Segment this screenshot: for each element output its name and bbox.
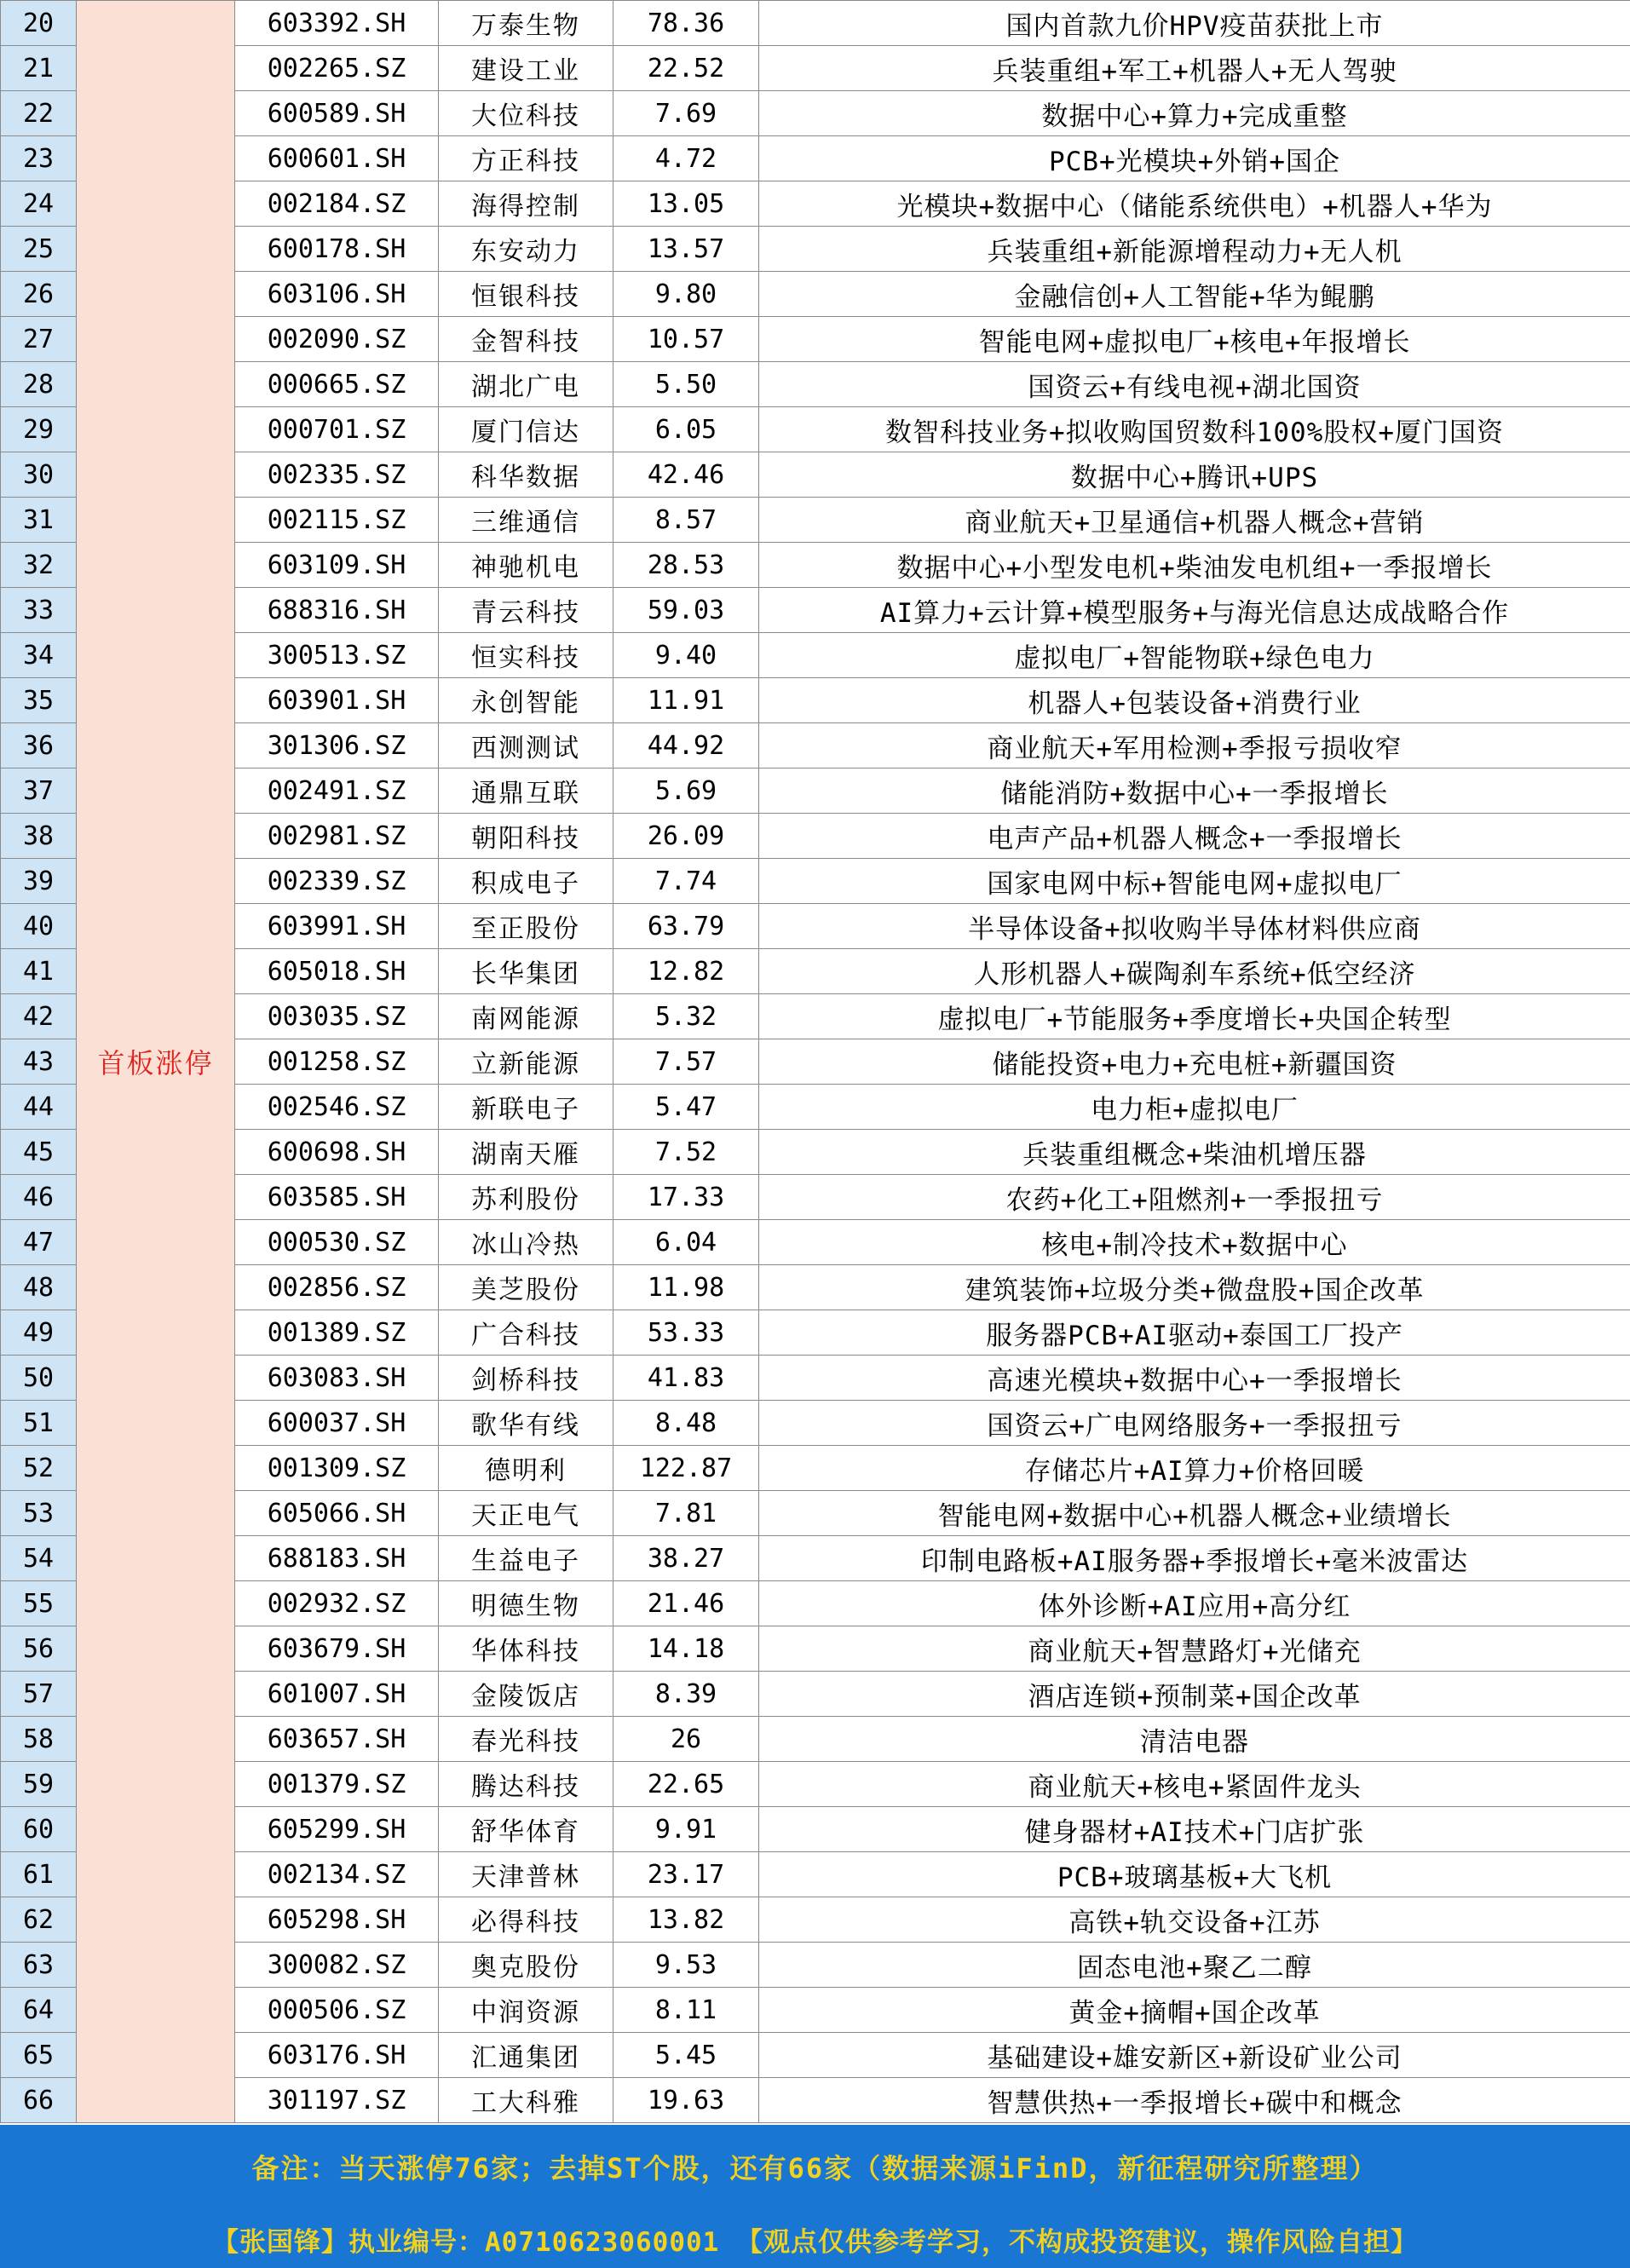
stock-name-cell: 中润资源 — [439, 1988, 613, 2033]
price-cell: 7.57 — [613, 1039, 759, 1085]
table-row — [1, 814, 1630, 859]
stock-code-cell: 605299.SH — [235, 1807, 439, 1852]
row-number-cell: 60 — [1, 1807, 77, 1852]
stock-code-cell: 003035.SZ — [235, 994, 439, 1039]
row-number-cell: 41 — [1, 949, 77, 994]
theme-cell: 兵装重组+军工+机器人+无人驾驶 — [759, 46, 1630, 91]
price-cell: 10.57 — [613, 317, 759, 362]
price-cell: 13.05 — [613, 181, 759, 227]
table-row — [1, 1581, 1630, 1626]
stock-code-cell: 301306.SZ — [235, 723, 439, 768]
table-row — [1, 543, 1630, 588]
stock-name-cell: 青云科技 — [439, 588, 613, 633]
stock-code-cell: 000506.SZ — [235, 1988, 439, 2033]
price-cell: 7.74 — [613, 859, 759, 904]
stock-name-cell: 天正电气 — [439, 1491, 613, 1536]
stock-name-cell: 科华数据 — [439, 452, 613, 498]
row-number-cell: 27 — [1, 317, 77, 362]
price-cell: 22.65 — [613, 1762, 759, 1807]
price-cell: 5.69 — [613, 768, 759, 814]
row-number-cell: 61 — [1, 1852, 77, 1897]
stock-code-cell: 002134.SZ — [235, 1852, 439, 1897]
footer-author-disclaimer: 【张国锋】执业编号：A0710623060001 【观点仅供参考学习，不构成投资建议，操作风险自担】 — [212, 2227, 1418, 2258]
table-row — [1, 1943, 1630, 1988]
stock-code-cell: 603991.SH — [235, 904, 439, 949]
price-cell: 23.17 — [613, 1852, 759, 1897]
stock-name-cell: 明德生物 — [439, 1581, 613, 1626]
stock-code-cell: 000665.SZ — [235, 362, 439, 407]
stock-code-cell: 600178.SH — [235, 227, 439, 272]
price-cell: 9.91 — [613, 1807, 759, 1852]
row-number-cell: 53 — [1, 1491, 77, 1536]
theme-cell: 半导体设备+拟收购半导体材料供应商 — [759, 904, 1630, 949]
row-number-cell: 58 — [1, 1717, 77, 1762]
table-row — [1, 2033, 1630, 2078]
stock-code-cell: 002856.SZ — [235, 1265, 439, 1310]
stock-name-cell: 海得控制 — [439, 181, 613, 227]
table-row — [1, 1852, 1630, 1897]
price-cell: 5.32 — [613, 994, 759, 1039]
stock-name-cell: 厦门信达 — [439, 407, 613, 452]
table-row — [1, 1491, 1630, 1536]
theme-cell: 智能电网+数据中心+机器人概念+业绩增长 — [759, 1491, 1630, 1536]
table-row — [1, 1356, 1630, 1401]
stock-name-cell: 建设工业 — [439, 46, 613, 91]
stock-code-cell: 603106.SH — [235, 272, 439, 317]
row-number-cell: 64 — [1, 1988, 77, 2033]
table-body — [1, 1, 1630, 2123]
row-number-cell: 43 — [1, 1039, 77, 1085]
stock-code-cell: 001389.SZ — [235, 1310, 439, 1356]
table-row — [1, 362, 1630, 407]
theme-cell: 黄金+摘帽+国企改革 — [759, 1988, 1630, 2033]
stock-name-cell: 湖北广电 — [439, 362, 613, 407]
footer-note: 备注：当天涨停76家；去掉ST个股，还有66家（数据来源iFinD，新征程研究所整理） — [251, 2152, 1379, 2185]
theme-cell: 数据中心+算力+完成重整 — [759, 91, 1630, 136]
table-row — [1, 1310, 1630, 1356]
footer-banner — [0, 2125, 1630, 2268]
stock-name-cell: 汇通集团 — [439, 2033, 613, 2078]
row-number-cell: 51 — [1, 1401, 77, 1446]
stock-name-cell: 华体科技 — [439, 1626, 613, 1672]
table-row — [1, 498, 1630, 543]
stock-code-cell: 300082.SZ — [235, 1943, 439, 1988]
price-cell: 5.50 — [613, 362, 759, 407]
theme-cell: 高速光模块+数据中心+一季报增长 — [759, 1356, 1630, 1401]
stock-name-cell: 腾达科技 — [439, 1762, 613, 1807]
row-number-cell: 35 — [1, 678, 77, 723]
stock-code-cell: 600589.SH — [235, 91, 439, 136]
stock-code-cell: 000530.SZ — [235, 1220, 439, 1265]
stock-name-cell: 天津普林 — [439, 1852, 613, 1897]
stock-name-cell: 至正股份 — [439, 904, 613, 949]
table-row — [1, 859, 1630, 904]
row-number-cell: 39 — [1, 859, 77, 904]
theme-cell: 光模块+数据中心（储能系统供电）+机器人+华为 — [759, 181, 1630, 227]
theme-cell: PCB+光模块+外销+国企 — [759, 136, 1630, 181]
stock-code-cell: 002184.SZ — [235, 181, 439, 227]
table-row — [1, 1130, 1630, 1175]
table-row — [1, 1672, 1630, 1717]
row-number-cell: 28 — [1, 362, 77, 407]
stock-name-cell: 积成电子 — [439, 859, 613, 904]
price-cell: 19.63 — [613, 2078, 759, 2123]
theme-cell: 国资云+有线电视+湖北国资 — [759, 362, 1630, 407]
stock-code-cell: 688316.SH — [235, 588, 439, 633]
row-number-cell: 33 — [1, 588, 77, 633]
stock-code-cell: 002090.SZ — [235, 317, 439, 362]
theme-cell: 兵装重组概念+柴油机增压器 — [759, 1130, 1630, 1175]
table-row — [1, 1626, 1630, 1672]
row-number-cell: 45 — [1, 1130, 77, 1175]
theme-cell: 农药+化工+阻燃剂+一季报扭亏 — [759, 1175, 1630, 1220]
stock-code-cell: 600601.SH — [235, 136, 439, 181]
stock-name-cell: 南网能源 — [439, 994, 613, 1039]
theme-cell: 商业航天+智慧路灯+光储充 — [759, 1626, 1630, 1672]
price-cell: 44.92 — [613, 723, 759, 768]
theme-cell: 电力柜+虚拟电厂 — [759, 1085, 1630, 1130]
table-row — [1, 1807, 1630, 1852]
stock-code-cell: 603392.SH — [235, 1, 439, 46]
row-number-cell: 30 — [1, 452, 77, 498]
theme-cell: 清洁电器 — [759, 1717, 1630, 1762]
row-number-cell: 42 — [1, 994, 77, 1039]
stock-code-cell: 001309.SZ — [235, 1446, 439, 1491]
theme-cell: 印制电路板+AI服务器+季报增长+毫米波雷达 — [759, 1536, 1630, 1581]
stock-name-cell: 美芝股份 — [439, 1265, 613, 1310]
table-row — [1, 407, 1630, 452]
row-number-cell: 55 — [1, 1581, 77, 1626]
theme-cell: 核电+制冷技术+数据中心 — [759, 1220, 1630, 1265]
price-cell: 17.33 — [613, 1175, 759, 1220]
stock-code-cell: 600698.SH — [235, 1130, 439, 1175]
stock-code-cell: 002981.SZ — [235, 814, 439, 859]
price-cell: 11.91 — [613, 678, 759, 723]
table-row — [1, 1446, 1630, 1491]
table-row — [1, 633, 1630, 678]
price-cell: 41.83 — [613, 1356, 759, 1401]
table-row — [1, 1265, 1630, 1310]
price-cell: 8.39 — [613, 1672, 759, 1717]
row-number-cell: 34 — [1, 633, 77, 678]
price-cell: 5.45 — [613, 2033, 759, 2078]
stock-code-cell: 601007.SH — [235, 1672, 439, 1717]
price-cell: 22.52 — [613, 46, 759, 91]
stock-name-cell: 德明利 — [439, 1446, 613, 1491]
row-number-cell: 36 — [1, 723, 77, 768]
table-row — [1, 1175, 1630, 1220]
row-number-cell: 66 — [1, 2078, 77, 2123]
stock-name-cell: 朝阳科技 — [439, 814, 613, 859]
row-number-cell: 40 — [1, 904, 77, 949]
row-number-cell: 26 — [1, 272, 77, 317]
theme-cell: 健身器材+AI技术+门店扩张 — [759, 1807, 1630, 1852]
stock-name-cell: 东安动力 — [439, 227, 613, 272]
stock-name-cell: 方正科技 — [439, 136, 613, 181]
theme-cell: 储能消防+数据中心+一季报增长 — [759, 768, 1630, 814]
theme-cell: AI算力+云计算+模型服务+与海光信息达成战略合作 — [759, 588, 1630, 633]
stock-code-cell: 002265.SZ — [235, 46, 439, 91]
stock-code-cell: 001258.SZ — [235, 1039, 439, 1085]
stock-code-cell: 300513.SZ — [235, 633, 439, 678]
price-cell: 13.82 — [613, 1897, 759, 1943]
stock-name-cell: 冰山冷热 — [439, 1220, 613, 1265]
stock-name-cell: 三维通信 — [439, 498, 613, 543]
theme-cell: 数据中心+小型发电机+柴油发电机组+一季报增长 — [759, 543, 1630, 588]
stock-code-cell: 605018.SH — [235, 949, 439, 994]
row-number-cell: 21 — [1, 46, 77, 91]
theme-cell: 酒店连锁+预制菜+国企改革 — [759, 1672, 1630, 1717]
stock-name-cell: 长华集团 — [439, 949, 613, 994]
row-number-cell: 44 — [1, 1085, 77, 1130]
price-cell: 12.82 — [613, 949, 759, 994]
price-cell: 7.81 — [613, 1491, 759, 1536]
table-row — [1, 1039, 1630, 1085]
stock-name-cell: 剑桥科技 — [439, 1356, 613, 1401]
table-row — [1, 1717, 1630, 1762]
row-number-cell: 37 — [1, 768, 77, 814]
theme-cell: 虚拟电厂+节能服务+季度增长+央国企转型 — [759, 994, 1630, 1039]
stock-name-cell: 工大科雅 — [439, 2078, 613, 2123]
theme-cell: 商业航天+卫星通信+机器人概念+营销 — [759, 498, 1630, 543]
stock-code-cell: 605298.SH — [235, 1897, 439, 1943]
stock-name-cell: 通鼎互联 — [439, 768, 613, 814]
table-row — [1, 181, 1630, 227]
theme-cell: 国内首款九价HPV疫苗获批上市 — [759, 1, 1630, 46]
price-cell: 8.11 — [613, 1988, 759, 2033]
stock-name-cell: 新联电子 — [439, 1085, 613, 1130]
price-cell: 4.72 — [613, 136, 759, 181]
category-cell: 首板涨停 — [77, 1, 235, 2123]
stock-code-cell: 001379.SZ — [235, 1762, 439, 1807]
table-row — [1, 1085, 1630, 1130]
table-row — [1, 768, 1630, 814]
stock-name-cell: 必得科技 — [439, 1897, 613, 1943]
table-row — [1, 317, 1630, 362]
stock-code-cell: 002546.SZ — [235, 1085, 439, 1130]
stock-name-cell: 舒华体育 — [439, 1807, 613, 1852]
table-row — [1, 2078, 1630, 2123]
stock-code-cell: 000701.SZ — [235, 407, 439, 452]
row-number-cell: 20 — [1, 1, 77, 46]
theme-cell: 建筑装饰+垃圾分类+微盘股+国企改革 — [759, 1265, 1630, 1310]
theme-cell: 服务器PCB+AI驱动+泰国工厂投产 — [759, 1310, 1630, 1356]
theme-cell: 智能电网+虚拟电厂+核电+年报增长 — [759, 317, 1630, 362]
table-row — [1, 1762, 1630, 1807]
row-number-cell: 62 — [1, 1897, 77, 1943]
price-cell: 9.80 — [613, 272, 759, 317]
row-number-cell: 56 — [1, 1626, 77, 1672]
table-row — [1, 136, 1630, 181]
price-cell: 8.57 — [613, 498, 759, 543]
row-number-cell: 46 — [1, 1175, 77, 1220]
price-cell: 38.27 — [613, 1536, 759, 1581]
row-number-cell: 59 — [1, 1762, 77, 1807]
row-number-cell: 52 — [1, 1446, 77, 1491]
theme-cell: 金融信创+人工智能+华为鲲鹏 — [759, 272, 1630, 317]
theme-cell: 体外诊断+AI应用+高分红 — [759, 1581, 1630, 1626]
price-cell: 7.69 — [613, 91, 759, 136]
table-row — [1, 227, 1630, 272]
stock-code-cell: 603176.SH — [235, 2033, 439, 2078]
stock-name-cell: 立新能源 — [439, 1039, 613, 1085]
stock-name-cell: 广合科技 — [439, 1310, 613, 1356]
theme-cell: 固态电池+聚乙二醇 — [759, 1943, 1630, 1988]
stock-name-cell: 春光科技 — [439, 1717, 613, 1762]
table-row — [1, 1897, 1630, 1943]
theme-cell: 兵装重组+新能源增程动力+无人机 — [759, 227, 1630, 272]
price-cell: 122.87 — [613, 1446, 759, 1491]
stock-code-cell: 603901.SH — [235, 678, 439, 723]
stock-name-cell: 湖南天雁 — [439, 1130, 613, 1175]
theme-cell: 储能投资+电力+充电桩+新疆国资 — [759, 1039, 1630, 1085]
theme-cell: 虚拟电厂+智能物联+绿色电力 — [759, 633, 1630, 678]
theme-cell: 数智科技业务+拟收购国贸数科100%股权+厦门国资 — [759, 407, 1630, 452]
price-cell: 53.33 — [613, 1310, 759, 1356]
row-number-cell: 23 — [1, 136, 77, 181]
theme-cell: 智慧供热+一季报增长+碳中和概念 — [759, 2078, 1630, 2123]
row-number-cell: 25 — [1, 227, 77, 272]
theme-cell: 商业航天+核电+紧固件龙头 — [759, 1762, 1630, 1807]
table-row — [1, 1401, 1630, 1446]
stock-code-cell: 603657.SH — [235, 1717, 439, 1762]
stock-code-cell: 002335.SZ — [235, 452, 439, 498]
table-row — [1, 904, 1630, 949]
table-row — [1, 1536, 1630, 1581]
theme-cell: 电声产品+机器人概念+一季报增长 — [759, 814, 1630, 859]
stock-code-cell: 600037.SH — [235, 1401, 439, 1446]
row-number-cell: 22 — [1, 91, 77, 136]
table-row — [1, 588, 1630, 633]
stock-name-cell: 金陵饭店 — [439, 1672, 613, 1717]
row-number-cell: 50 — [1, 1356, 77, 1401]
theme-cell: 高铁+轨交设备+江苏 — [759, 1897, 1630, 1943]
price-cell: 13.57 — [613, 227, 759, 272]
stock-code-cell: 603109.SH — [235, 543, 439, 588]
theme-cell: 人形机器人+碳陶刹车系统+低空经济 — [759, 949, 1630, 994]
stock-code-cell: 002339.SZ — [235, 859, 439, 904]
row-number-cell: 32 — [1, 543, 77, 588]
theme-cell: PCB+玻璃基板+大飞机 — [759, 1852, 1630, 1897]
stock-code-cell: 002491.SZ — [235, 768, 439, 814]
price-cell: 63.79 — [613, 904, 759, 949]
table-row — [1, 994, 1630, 1039]
price-cell: 42.46 — [613, 452, 759, 498]
row-number-cell: 29 — [1, 407, 77, 452]
price-cell: 7.52 — [613, 1130, 759, 1175]
theme-cell: 机器人+包装设备+消费行业 — [759, 678, 1630, 723]
price-cell: 9.40 — [613, 633, 759, 678]
row-number-cell: 57 — [1, 1672, 77, 1717]
table-row — [1, 678, 1630, 723]
price-cell: 6.05 — [613, 407, 759, 452]
table-row — [1, 452, 1630, 498]
table-row — [1, 1988, 1630, 2033]
price-cell: 11.98 — [613, 1265, 759, 1310]
stock-code-cell: 603083.SH — [235, 1356, 439, 1401]
price-cell: 21.46 — [613, 1581, 759, 1626]
price-cell: 8.48 — [613, 1401, 759, 1446]
stock-name-cell: 奥克股份 — [439, 1943, 613, 1988]
table-row — [1, 723, 1630, 768]
theme-cell: 基础建设+雄安新区+新设矿业公司 — [759, 2033, 1630, 2078]
price-cell: 59.03 — [613, 588, 759, 633]
stock-name-cell: 恒银科技 — [439, 272, 613, 317]
row-number-cell: 48 — [1, 1265, 77, 1310]
stock-code-cell: 603585.SH — [235, 1175, 439, 1220]
table-row — [1, 91, 1630, 136]
row-number-cell: 49 — [1, 1310, 77, 1356]
row-number-cell: 24 — [1, 181, 77, 227]
theme-cell: 存储芯片+AI算力+价格回暖 — [759, 1446, 1630, 1491]
row-number-cell: 31 — [1, 498, 77, 543]
stock-code-cell: 605066.SH — [235, 1491, 439, 1536]
theme-cell: 数据中心+腾讯+UPS — [759, 452, 1630, 498]
price-cell: 14.18 — [613, 1626, 759, 1672]
stock-name-cell: 生益电子 — [439, 1536, 613, 1581]
stock-name-cell: 恒实科技 — [439, 633, 613, 678]
table-row — [1, 46, 1630, 91]
stock-code-cell: 688183.SH — [235, 1536, 439, 1581]
stock-code-cell: 002115.SZ — [235, 498, 439, 543]
stock-code-cell: 002932.SZ — [235, 1581, 439, 1626]
stock-name-cell: 神驰机电 — [439, 543, 613, 588]
row-number-cell: 63 — [1, 1943, 77, 1988]
price-cell: 5.47 — [613, 1085, 759, 1130]
price-cell: 6.04 — [613, 1220, 759, 1265]
stock-name-cell: 苏利股份 — [439, 1175, 613, 1220]
price-cell: 9.53 — [613, 1943, 759, 1988]
stock-name-cell: 大位科技 — [439, 91, 613, 136]
stock-name-cell: 万泰生物 — [439, 1, 613, 46]
theme-cell: 商业航天+军用检测+季报亏损收窄 — [759, 723, 1630, 768]
theme-cell: 国资云+广电网络服务+一季报扭亏 — [759, 1401, 1630, 1446]
stock-code-cell: 301197.SZ — [235, 2078, 439, 2123]
stock-code-cell: 603679.SH — [235, 1626, 439, 1672]
stock-name-cell: 歌华有线 — [439, 1401, 613, 1446]
table-row — [1, 949, 1630, 994]
row-number-cell: 47 — [1, 1220, 77, 1265]
table-row — [1, 1, 1630, 46]
table-row — [1, 1220, 1630, 1265]
table-row — [1, 272, 1630, 317]
theme-cell: 国家电网中标+智能电网+虚拟电厂 — [759, 859, 1630, 904]
price-cell: 78.36 — [613, 1, 759, 46]
price-cell: 28.53 — [613, 543, 759, 588]
row-number-cell: 54 — [1, 1536, 77, 1581]
stock-name-cell: 永创智能 — [439, 678, 613, 723]
price-cell: 26.09 — [613, 814, 759, 859]
row-number-cell: 65 — [1, 2033, 77, 2078]
row-number-cell: 38 — [1, 814, 77, 859]
stock-name-cell: 金智科技 — [439, 317, 613, 362]
stock-name-cell: 西测测试 — [439, 723, 613, 768]
price-cell: 26 — [613, 1717, 759, 1762]
